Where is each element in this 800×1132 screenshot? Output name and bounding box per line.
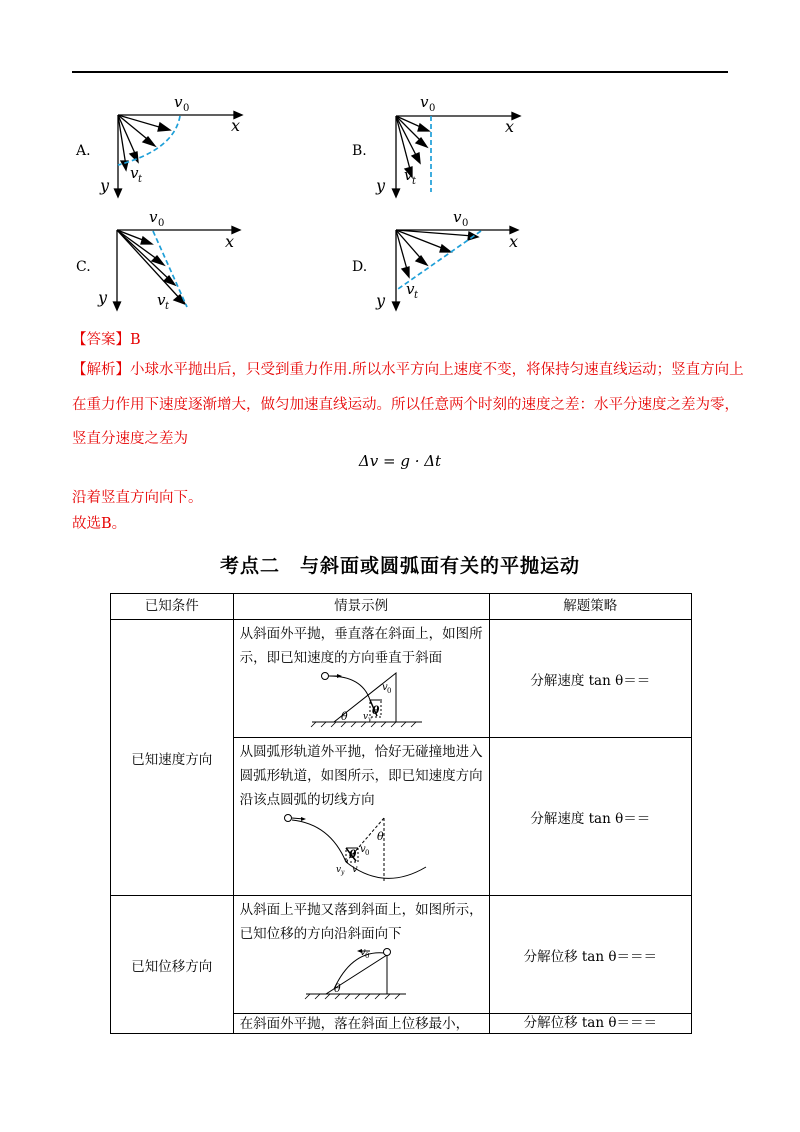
answer-value: B [130,332,141,348]
scenario-text: 从斜面外平抛，垂直落在斜面上，如图所示，即已知速度的方向垂直于斜面 [239,626,483,666]
x-axis-label-c: x [225,232,235,251]
header-scenario: 情景示例 [233,594,489,620]
scenario-cell [233,1014,489,1034]
fig2-v0: v [359,844,366,855]
strategy-cell: 分解位移 tan θ＝＝＝ [489,896,691,1014]
fig3-v0: v [359,947,366,958]
arc-track-figure [234,812,488,892]
analysis-tag: 【解析】 [72,362,130,378]
incline-perpendicular-figure [234,670,488,732]
option-d-diagram [368,207,538,317]
x-axis-label-d: x [509,232,519,251]
option-c-diagram [90,207,260,317]
fig2-theta-b: θ [348,848,356,861]
table-row [111,896,692,1014]
option-b-diagram [368,92,538,202]
v0-label-d: v [453,208,462,226]
option-a-label: A. [76,143,91,159]
fig2-v0-sub: 0 [364,849,370,857]
v0-label-c: v [149,208,158,226]
fig1-theta-b: θ [371,704,379,717]
strategy-cell: 分解位移 tan θ＝＝＝ [489,1014,691,1034]
scenario-cell [233,738,489,896]
vt-label-c: v [157,291,166,309]
vt-sub-c: t [165,301,170,312]
option-b-label: B. [352,143,367,159]
header-strategy: 解题策略 [489,594,691,620]
condition-velocity-direction: 已知速度方向 [111,620,234,896]
scenario-cell [233,620,489,738]
fig3-theta: θ [333,982,341,995]
y-axis-label-a: y [100,176,110,195]
vt-sub-a: t [138,174,143,185]
analysis-line-1 [72,355,744,385]
option-d-label: D. [352,259,368,275]
fig1-v0-sub: 0 [386,687,392,695]
scenario-text: 在斜面外平抛，落在斜面上位移最小， [239,1016,470,1032]
fig2-vy: v [335,865,341,875]
analysis-text-1: 小球水平抛出后，只受到重力作用.所以水平方向上速度不变，将保持匀速直线运动；竖直方向上 [130,362,744,378]
scenario-cell [233,896,489,1014]
analysis-formula: Δv = g · Δt [358,452,442,470]
section-title: 考点二 与斜面或圆弧面有关的平抛运动 [219,555,580,577]
incline-displacement-figure [234,946,488,1008]
fig3-v0-sub: 0 [364,952,370,960]
fig2-v: v [351,864,358,875]
y-axis-label-d: y [376,291,386,310]
x-axis-label-a: x [231,116,241,135]
vt-sub-b: t [412,176,417,187]
analysis-line-4: 沿着竖直方向向下。 [72,490,203,506]
fig2-theta-a: θ [376,830,384,843]
option-c-label: C. [76,259,91,275]
table-row [111,620,692,738]
y-axis-label-b: y [376,176,386,195]
top-rule [72,71,728,73]
fig1-vy-sub: y [367,716,371,723]
v0-sub-b: 0 [429,103,436,114]
v0-sub-a: 0 [183,103,190,114]
analysis-line-3: 竖直分速度之差为 [72,431,188,447]
header-condition: 已知条件 [111,594,234,620]
vt-label-d: v [406,280,415,298]
analysis-line-5: 故选B。 [72,516,127,532]
strategy-cell: 分解速度 tan θ＝＝ [489,738,691,896]
y-axis-label-c: y [98,288,108,307]
condition-displacement-direction: 已知位移方向 [111,896,234,1034]
fig2-vy-sub: y [340,869,344,876]
strategy-table [110,593,692,1034]
table-header-row [111,594,692,620]
vt-label-a: v [130,164,139,182]
scenario-text: 从斜面上平抛又落到斜面上，如图所示，已知位移的方向沿斜面向下 [239,902,483,942]
vt-sub-d: t [414,290,419,301]
option-a-diagram [90,92,260,202]
answer-line [72,325,141,355]
fig1-vy: v [362,712,368,722]
x-axis-label-b: x [505,117,515,136]
vt-label-b: v [404,166,413,184]
fig1-theta-a: θ [340,710,348,723]
fig1-v0: v [381,682,388,693]
analysis-line-2: 在重力作用下速度逐渐增大，做匀加速直线运动。所以任意两个时刻的速度之差：水平分速度之差为零， [72,397,739,413]
v0-sub-d: 0 [462,218,469,229]
v0-sub-c: 0 [158,218,165,229]
answer-tag: 【答案】 [72,332,130,348]
v0-label-a: v [174,93,183,111]
strategy-cell: 分解速度 tan θ＝＝ [489,620,691,738]
v0-label-b: v [420,93,429,111]
scenario-text: 从圆弧形轨道外平抛，恰好无碰撞地进入圆弧形轨道，如图所示，即已知速度方向沿该点圆弧的切线方向 [239,744,483,808]
